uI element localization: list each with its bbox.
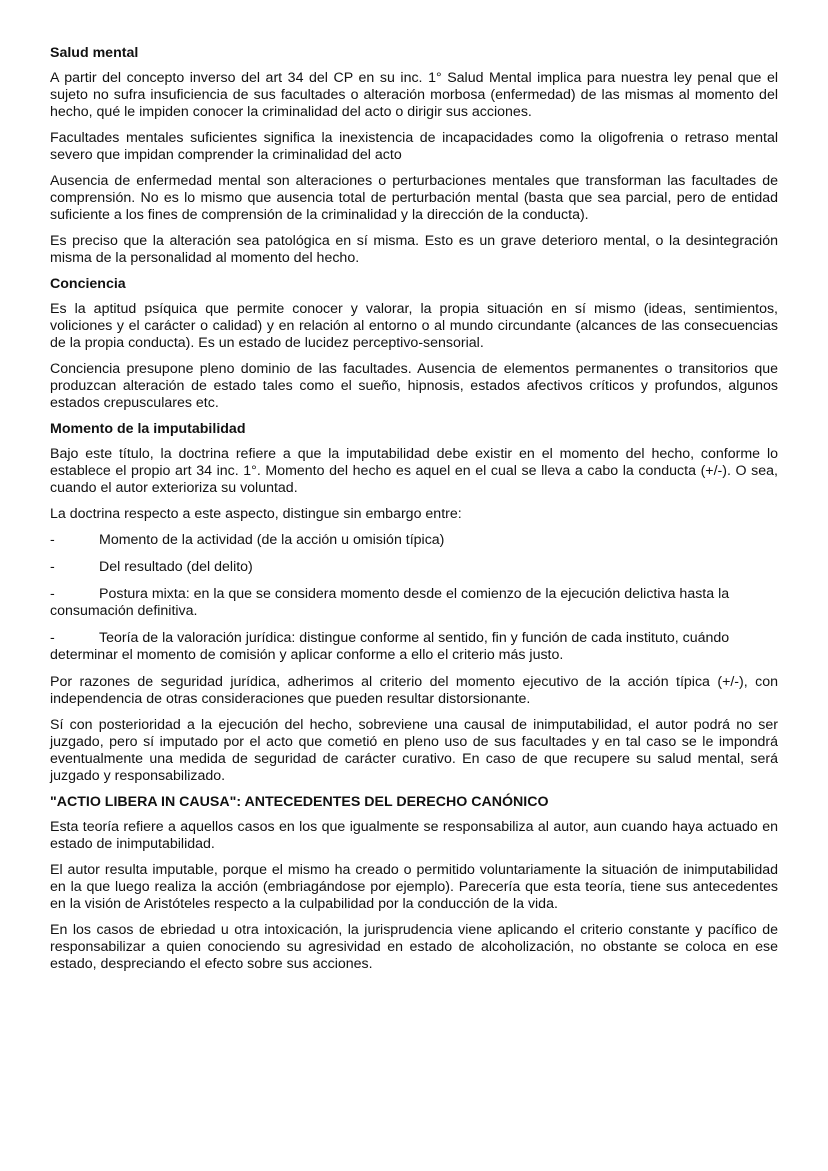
paragraph: A partir del concepto inverso del art 34 del CP en su inc. 1° Salud Mental implica para nuestra ley penal que el sujeto no sufra insuficiencia de sus facultades o alteración morbosa (enfermedad) de las mismas al momento del hecho, qué le impiden conocer la criminalidad del acto o dirigir sus acciones. bbox=[50, 70, 778, 120]
list-item bbox=[50, 586, 778, 620]
list-dash: - bbox=[50, 532, 55, 548]
paragraph: Facultades mentales suficientes significa la inexistencia de incapacidades como la oligofrenia o retraso mental severo que impidan comprender la criminalidad del acto bbox=[50, 130, 778, 163]
list-item bbox=[50, 559, 778, 576]
paragraph: La doctrina respecto a este aspecto, distingue sin embargo entre: bbox=[50, 506, 462, 522]
list-item bbox=[50, 532, 778, 549]
list-item bbox=[50, 630, 778, 664]
list-item-text: Del resultado (del delito) bbox=[99, 559, 253, 575]
paragraph: El autor resulta imputable, porque el mismo ha creado o permitido voluntariamente la situación de inimputabilidad en la que luego realiza la acción (embriagándose por ejemplo). Parecería que esta teoría, tiene sus antecedentes en la visión de Aristóteles respecto a la culpabilidad por la conducción de la vida. bbox=[50, 862, 778, 912]
paragraph: Ausencia de enfermedad mental son alteraciones o perturbaciones mentales que transforman las facultades de comprensión. No es lo mismo que ausencia total de perturbación mental (basta que sea parcial, pero de entidad suficiente a los fines de comprensión de la criminalidad y la dirección de la conducta). bbox=[50, 173, 778, 223]
paragraph: Bajo este título, la doctrina refiere a que la imputabilidad debe existir en el momento del hecho, conforme lo establece el propio art 34 inc. 1°. Momento del hecho es aquel en el cual se lleva a cabo la conducta (+/-). O sea, cuando el autor exterioriza su voluntad. bbox=[50, 446, 778, 496]
document-page bbox=[50, 45, 778, 982]
list-dash: - bbox=[50, 630, 55, 646]
list-dash: - bbox=[50, 586, 55, 602]
list-item-text: Postura mixta: en la que se considera momento desde el comienzo de la ejecución delictiva hasta la consumación definitiva. bbox=[50, 586, 730, 619]
section-heading: Salud mental bbox=[50, 45, 139, 61]
paragraph: Conciencia presupone pleno dominio de las facultades. Ausencia de elementos permanentes o transitorios que produzcan alteración de estado tales como el sueño, hipnosis, estados afectivos críticos y profundos, algunos estados crepusculares etc. bbox=[50, 361, 778, 411]
list-dash: - bbox=[50, 559, 55, 575]
list-item-text: Teoría de la valoración jurídica: distingue conforme al sentido, fin y función de cada instituto, cuándo determinar el momento de comisión y aplicar conforme a ello el criterio más justo. bbox=[50, 630, 730, 663]
section-heading: Momento de la imputabilidad bbox=[50, 421, 246, 437]
paragraph: Es la aptitud psíquica que permite conocer y valorar, la propia situación en sí mismo (ideas, sentimientos, voliciones y el carácter o calidad) y en relación al entorno o al mundo circundante (alcances de las consecuencias de la propia conducta). Es un estado de lucidez perceptivo-sensorial. bbox=[50, 301, 778, 351]
paragraph: Sí con posterioridad a la ejecución del hecho, sobreviene una causal de inimputabilidad, el autor podrá no ser juzgado, pero sí imputado por el acto que cometió en pleno uso de sus facultades y en tal caso se le impondrá eventualmente una medida de seguridad de carácter curativo. En caso de que recupere su salud mental, será juzgado y responsabilizado. bbox=[50, 717, 778, 784]
section-heading: "ACTIO LIBERA IN CAUSA": ANTECEDENTES DEL DERECHO CANÓNICO bbox=[50, 794, 549, 810]
paragraph: Esta teoría refiere a aquellos casos en los que igualmente se responsabiliza al autor, aun cuando haya actuado en estado de inimputabilidad. bbox=[50, 819, 778, 852]
section-heading: Conciencia bbox=[50, 276, 126, 292]
paragraph: Es preciso que la alteración sea patológica en sí misma. Esto es un grave deterioro mental, o la desintegración misma de la personalidad al momento del hecho. bbox=[50, 233, 778, 266]
paragraph: Por razones de seguridad jurídica, adherimos al criterio del momento ejecutivo de la acción típica (+/-), con independencia de otras consideraciones que pueden resultar distorsionante. bbox=[50, 674, 778, 707]
list-item-text: Momento de la actividad (de la acción u omisión típica) bbox=[99, 532, 445, 548]
paragraph: En los casos de ebriedad u otra intoxicación, la jurisprudencia viene aplicando el criterio constante y pacífico de responsabilizar a quien conociendo su agresividad en estado de alcoholización, no obstante se coloca en ese estado, despreciando el efecto sobre sus acciones. bbox=[50, 922, 778, 972]
